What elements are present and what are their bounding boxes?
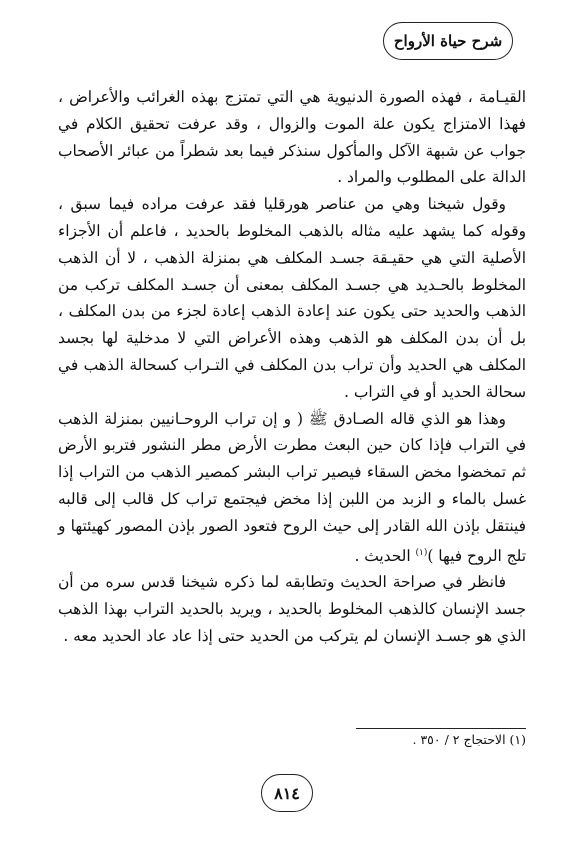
paragraph-3-tail: الحديث .	[354, 546, 416, 565]
footnote-marker: (١)	[415, 547, 428, 558]
page-body	[58, 84, 526, 650]
paragraph-1: القيـامة ، فهذه الصورة الدنيوية هي التي تمتزج بهذه الغرائب والأعراض ، فهذا الامتزاج يكون علة الموت والزوال ، وقد عرفت تحقيق الكلام في جواب عن شبهة الآكل والمأكول سنذكر فيما بعد شطراً من عبائر الأصحاب الدالة على المطلوب والمراد .	[58, 88, 526, 187]
running-header	[383, 22, 513, 60]
page-number: ٨١٤	[274, 783, 300, 803]
paragraph-3-text: وهذا هو الذي قاله الصـادق ﷺ ( و إن تراب الروحـانيين بمنزلة الذهب في التراب فإذا كان حين البعث مطرت الأرض مطر النشور فتربو الأرض ثم تمخضوا مخض السقاء فيصير تراب البشر كمصير الذهب من التراب إذا غسل بالماء و الزبد من اللبن إذا مخض فيجتمع تراب كل قالب إلى قالبه فينتقل بإذن الله القادر إلى حيث الروح فتعود الصور بإذن المصور كهيئتها و تلج الروح فيها )	[58, 409, 526, 565]
paragraph-2: وقول شيخنا وهي من عناصر هورقليا فقد عرفت مراده فيما سبق ، وقوله كما يشهد عليه مثاله بالذهب المخلوط بالحديد ، فاعلم أن الأجزاء الأصلية التي هي حقيـقة جسـد المكلف هي بمنزلة الذهب ، لا أن الذهب المخلوط بالحـديد هي جسـد المكلف بمعنى أن جسـد المكلف تركب من الذهب والحديد حتى يكون عند إعادة الذهب إعادة لجزء من بدن المكلف ، بل أن بدن المكلف هو الذهب وهذه الأعراض التي لا مدخلية لها بجسد المكلف هي الحديد وأن تراب بدن المكلف في التـراب كسحالة الذهب في سحالة الحديد أو في التراب .	[58, 195, 526, 401]
page-number-badge	[261, 774, 313, 812]
paragraph-4: فانظر في صراحة الحديث وتطابقه لما ذكره شيخنا قدس سره من أن جسد الإنسان كالذهب المخلوط بالحديد ، ويريد بالحديد التراب بهذا الذهب الذي هو جسـد الإنسان لم يتركب من الحديد حتى إذا عاد عاد الحديد معه .	[58, 573, 526, 646]
footnote: (١) الاحتجاج ٢ / ٣٥٠ .	[412, 732, 526, 747]
paragraph-3	[58, 406, 526, 570]
footnote-separator	[356, 728, 526, 729]
running-header-title: شرح حياة الأرواح	[393, 32, 503, 50]
